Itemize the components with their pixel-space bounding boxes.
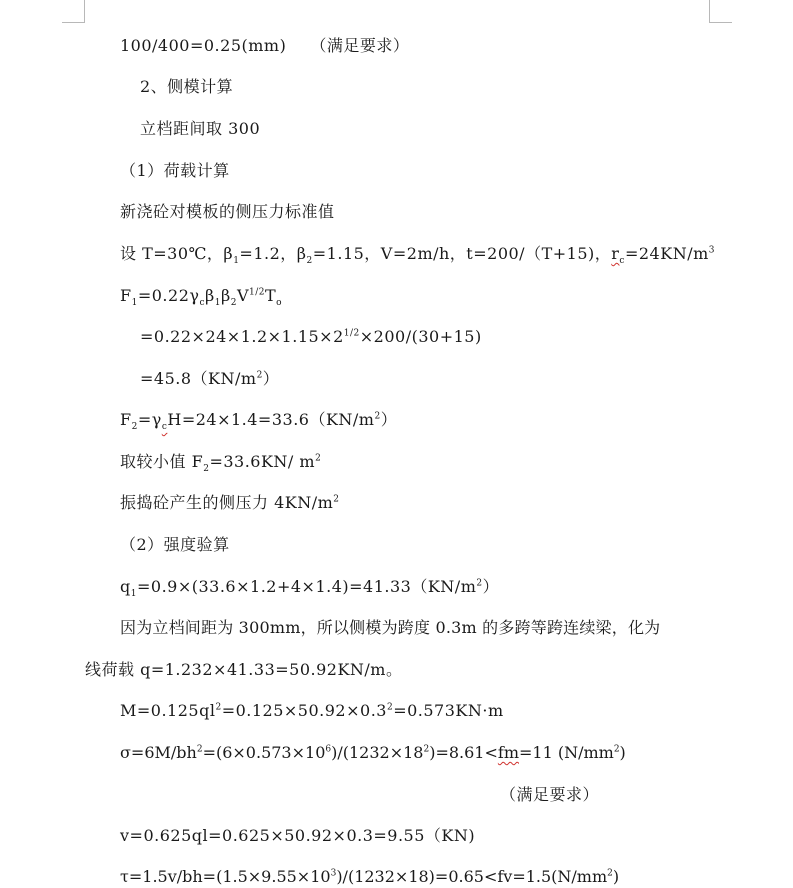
text-run: q <box>120 577 131 596</box>
superscript: 2 <box>196 744 203 755</box>
spellcheck-marked-text <box>611 244 625 267</box>
superscript: 2 <box>476 578 483 589</box>
superscript: 2 <box>607 868 613 879</box>
text-run: =11 (N/mm <box>518 743 614 762</box>
superscript: 2 <box>374 411 381 422</box>
text-run: F <box>120 410 132 429</box>
page-corner-marker-right <box>709 0 732 23</box>
text-line-5: 新浇砼对模板的侧压力标准值 <box>120 202 335 221</box>
subscript: 2 <box>306 256 313 267</box>
superscript: 3 <box>330 868 337 879</box>
text-run: 取较小值 F <box>120 452 204 471</box>
text-run: =1.2，β <box>239 244 307 263</box>
text-run: σ=6M/bh <box>120 743 197 762</box>
subscript: 1 <box>233 256 240 267</box>
subscript: 2 <box>203 464 210 475</box>
superscript: 1/2 <box>249 287 265 298</box>
text-run: )=8.61< <box>429 743 498 762</box>
subscript: c <box>199 298 205 309</box>
text-run: =γ <box>137 410 162 429</box>
text-run: =0.573KN·m <box>393 701 504 720</box>
text-line-15: 因为立档间距为 300mm，所以侧模为跨度 0.3m 的多跨等跨连续梁，化为 <box>120 618 661 637</box>
text-run: )/(1232×18 <box>331 743 424 762</box>
text-run: 100/400=0.25(mm) <box>120 36 287 55</box>
superscript: 2 <box>215 702 222 713</box>
text-line-1 <box>120 35 409 57</box>
superscript: 2 <box>315 453 322 464</box>
text-line-8 <box>140 326 482 348</box>
text-line-11 <box>120 451 321 473</box>
superscript: 1/2 <box>343 328 360 339</box>
superscript: 2 <box>333 494 340 505</box>
text-run: F <box>120 286 132 305</box>
text-line-12 <box>120 492 340 514</box>
text-run: 振捣砼产生的侧压力 4KN/m <box>120 493 334 512</box>
text-run: β <box>220 286 231 305</box>
text-run: ） <box>380 410 398 429</box>
subscript: 2 <box>131 422 138 433</box>
text-run: M=0.125ql <box>120 701 216 720</box>
text-run: =(6×0.573×10 <box>202 743 326 762</box>
subscript: 1 <box>214 298 221 309</box>
text-run: β <box>204 286 215 305</box>
text-run: （满足要求） <box>310 36 410 55</box>
text-run: T <box>265 286 277 305</box>
text-line-10 <box>120 409 397 431</box>
text-run: V <box>236 286 250 305</box>
text-run: =0.22×24×1.2×1.15×2 <box>140 327 344 346</box>
text-line-18 <box>120 742 626 764</box>
text-run: =0.22γ <box>137 286 200 305</box>
text-line-16: 线荷载 q=1.232×41.33=50.92KN/m。 <box>85 660 403 679</box>
superscript: 2 <box>386 702 394 713</box>
text-run: =45.8（KN/m <box>140 369 257 388</box>
text-run: )/(1232×18)=0.65<fv=1.5(N/mm <box>336 867 608 886</box>
page-corner-marker-left <box>62 0 85 23</box>
superscript: 2 <box>613 744 620 755</box>
subscript: 1 <box>130 589 137 600</box>
superscript: 2 <box>423 744 430 755</box>
text-run: =24KN/m <box>624 244 709 263</box>
text-line-3: 立档距间取 300 <box>140 119 261 138</box>
subscript: c <box>161 422 168 433</box>
text-run: ） <box>482 577 500 596</box>
text-line-6 <box>120 243 715 265</box>
text-line-17 <box>120 700 504 722</box>
text-line-14 <box>120 576 499 598</box>
section-heading: 2、侧模计算 <box>140 77 234 96</box>
spellcheck-marked-text: fm <box>497 743 519 762</box>
subscript: o <box>276 298 283 309</box>
subscript: c <box>619 256 625 267</box>
superscript: 3 <box>708 245 715 256</box>
text-line-20: v=0.625ql=0.625×50.92×0.3=9.55（KN) <box>120 826 476 845</box>
text-run: =1.15，V=2m/h，t=200/（T+15)， <box>312 244 612 263</box>
superscript: 2 <box>256 370 263 381</box>
text-run: ） <box>262 369 280 388</box>
text-run: ) <box>612 867 620 886</box>
text-line-9 <box>140 368 279 390</box>
subscript: 1 <box>131 298 138 309</box>
text-line-21 <box>120 866 619 888</box>
text-run: H=24×1.4=33.6（KN/m <box>167 410 375 429</box>
text-run: =0.125×50.92×0.3 <box>221 701 387 720</box>
text-run: τ=1.5v/bh=(1.5×9.55×10 <box>120 867 331 886</box>
text-run: ×200/(30+15) <box>359 327 482 346</box>
text-run: ) <box>619 743 626 762</box>
text-run: =33.6KN/ m <box>209 452 316 471</box>
text-run: =0.9×(33.6×1.2+4×1.4)=41.33（KN/m <box>136 577 477 596</box>
text-run: 设 T=30℃，β <box>120 244 234 263</box>
text-line-7 <box>120 285 282 307</box>
text-line-19: （满足要求） <box>500 785 600 804</box>
subsection-heading: （1）荷载计算 <box>120 161 230 180</box>
subsection-heading: （2）强度验算 <box>120 535 230 554</box>
superscript: 6 <box>325 744 332 755</box>
subscript: 2 <box>230 298 237 309</box>
text-run: r <box>611 244 620 263</box>
